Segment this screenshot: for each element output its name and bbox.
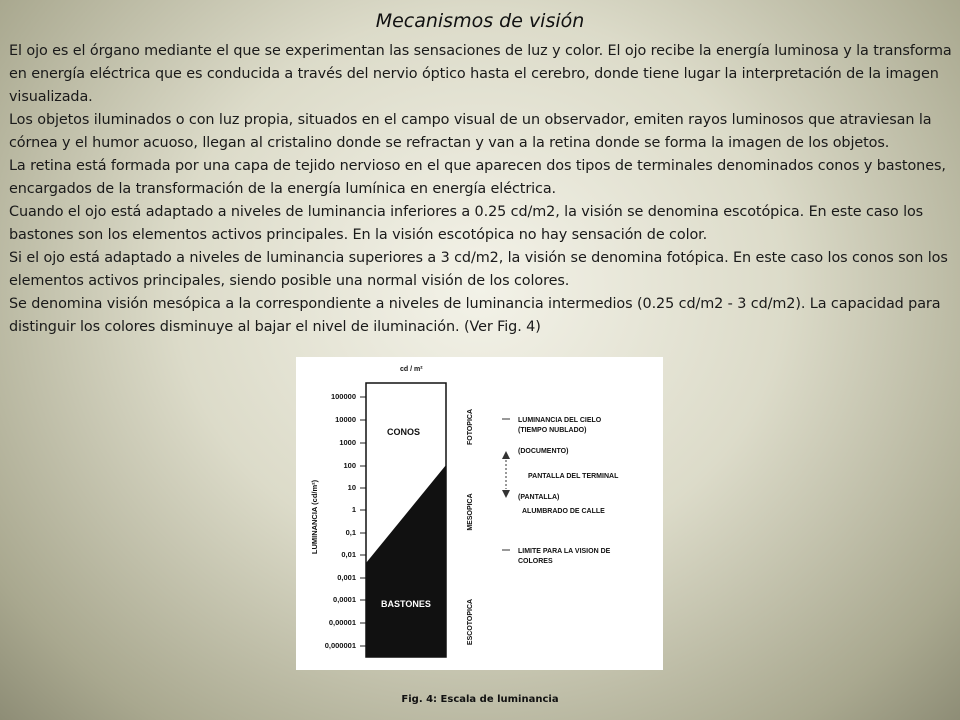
arrow-down-icon xyxy=(502,490,510,498)
scale-label: 10 xyxy=(347,483,356,492)
annotation-colores: COLORES xyxy=(518,558,553,565)
scale-label: 100 xyxy=(343,461,356,470)
paragraph: Si el ojo está adaptado a niveles de luminancia superiores a 3 cd/m2, la visión se denomina fotópica. En este caso los conos son los elementos activos principales, siendo posible una normal visión de los colores. xyxy=(9,250,948,289)
scale-label: 0,001 xyxy=(337,573,356,582)
scale-label: 10000 xyxy=(335,415,356,424)
paragraph: La retina está formada por una capa de tejido nervioso en el que aparecen dos tipos de terminales denominados conos y bastones, encargados de la transformación de la energía lumínica en energía eléctrica. xyxy=(9,158,946,197)
annotation-limite: LIMITE PARA LA VISION DE xyxy=(518,548,611,555)
paragraph: Cuando el ojo está adaptado a niveles de luminancia inferiores a 0.25 cd/m2, la visión se denomina escotópica. En este caso los bastones son los elementos activos principales. En la visión escotópica no hay sensación de color. xyxy=(9,204,924,243)
body-text xyxy=(9,40,953,339)
scale-label: 1000 xyxy=(339,438,356,447)
arrow-up-icon xyxy=(502,451,510,459)
annotation-alumbrado: ALUMBRADO DE CALLE xyxy=(522,508,605,515)
conos-label: CONOS xyxy=(387,427,421,437)
annotation-pantalla-terminal: PANTALLA DEL TERMINAL xyxy=(528,473,619,480)
zone-escotopica: ESCOTOPICA xyxy=(467,598,474,646)
scale-label: 0,00001 xyxy=(328,618,356,627)
luminance-scale-figure xyxy=(296,357,663,670)
annotation-cielo: LUMINANCIA DEL CIELO xyxy=(518,417,602,424)
scale-label: 0,000001 xyxy=(324,641,356,650)
scale-label: 0,01 xyxy=(341,550,356,559)
paragraph: El ojo es el órgano mediante el que se experimentan las sensaciones de luz y color. El ojo recibe la energía luminosa y la transforma en energía eléctrica que es conducida a través del nervio óptico hasta el cerebro, donde tiene lugar la interpretación de la imagen visualizada. xyxy=(9,43,952,105)
bastones-label: BASTONES xyxy=(381,599,431,609)
paragraph: Los objetos iluminados o con luz propia, situados en el campo visual de un observador, emiten rayos luminosos que atraviesan la córnea y el humor acuoso, llegan al cristalino donde se refractan y van a la retina donde se forma la imagen de los objetos. xyxy=(9,112,932,151)
annotation-pantalla: (PANTALLA) xyxy=(518,494,560,501)
annotation-tiempo-nublado: (TIEMPO NUBLADO) xyxy=(518,427,587,434)
zone-fotopica: FOTOPICA xyxy=(467,408,474,446)
scale-label: 1 xyxy=(351,505,356,514)
annotation-documento: (DOCUMENTO) xyxy=(518,448,569,455)
scale-label: 0,1 xyxy=(345,528,356,537)
zone-mesopica: MESOPICA xyxy=(467,493,474,531)
axis-label: LUMINANCIA (cd/m²) xyxy=(310,479,319,555)
figure-caption: Fig. 4: Escala de luminancia xyxy=(401,694,559,705)
scale-label: 100000 xyxy=(330,392,356,401)
paragraph: Se denomina visión mesópica a la correspondiente a niveles de luminancia intermedios (0.25 cd/m2 - 3 cd/m2). La capacidad para distinguir los colores disminuye al bajar el nivel de iluminación. (Ver Fig. 4) xyxy=(9,296,941,335)
luminance-scale-diagram xyxy=(296,357,663,670)
scale-label: 0,0001 xyxy=(333,595,356,604)
page-title: Mecanismos de visión xyxy=(375,10,585,32)
unit-label: cd / m² xyxy=(400,366,423,373)
